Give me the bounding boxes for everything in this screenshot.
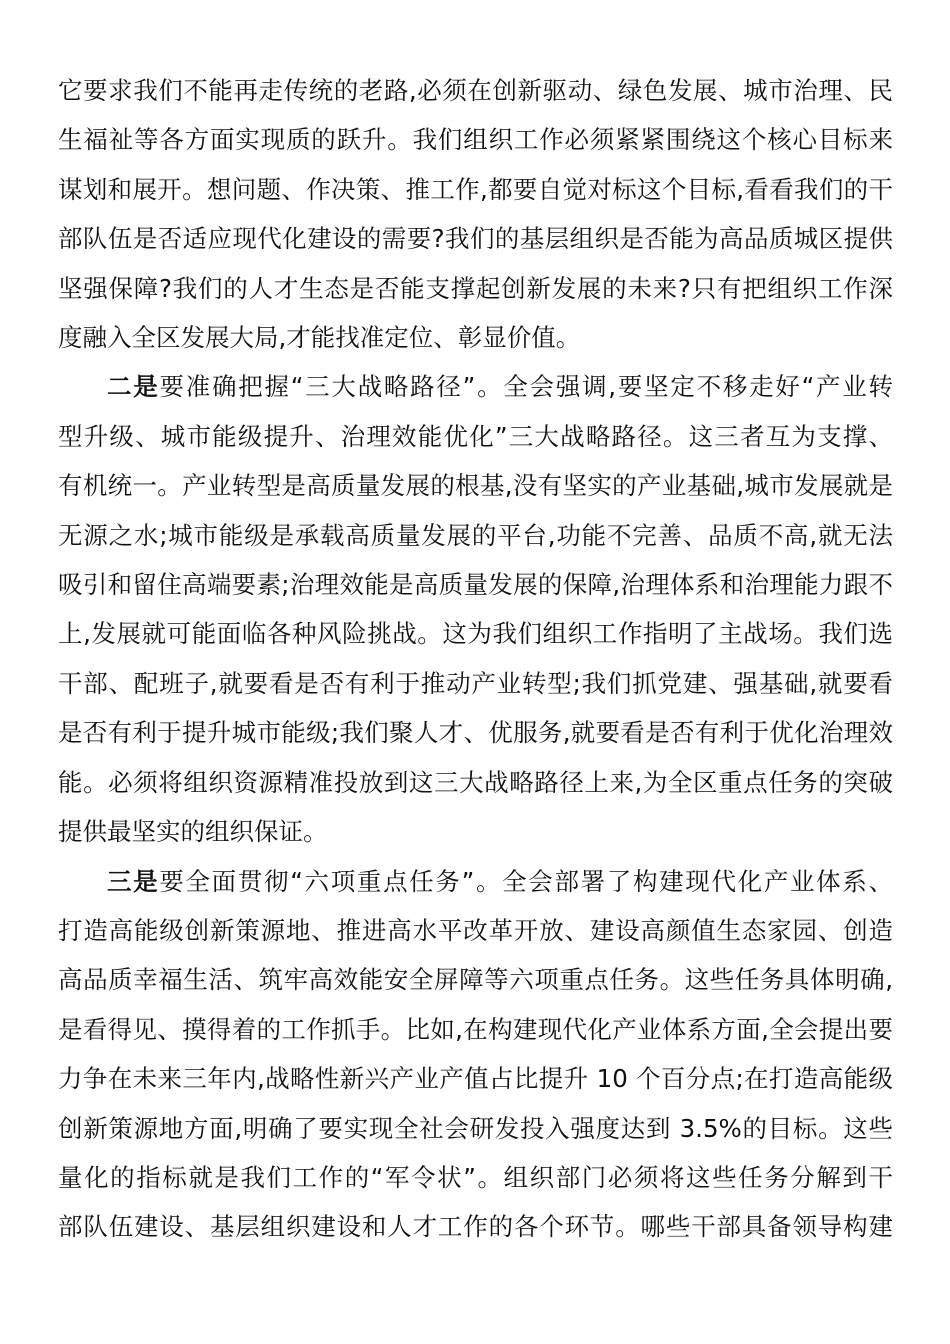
text-line: 它要求我们不能再走传统的老路,必须在创新驱动、绿色发展、城市治理、民 [58, 76, 893, 105]
paragraph-first-line [58, 857, 893, 906]
text-line: 生福祉等各方面实现质的跃升。我们组织工作必须紧紧围绕这个核心目标来 [58, 125, 893, 155]
paragraph-first-line [58, 362, 893, 411]
text-line: 部队伍是否适应现代化建设的需要?我们的基层组织是否能为高品质城区提供 [58, 224, 893, 254]
document-body [58, 66, 893, 1252]
paragraph-first-line-text: 要全面贯彻“六项重点任务”。全会部署了构建现代化产业体系、 [159, 866, 893, 896]
text-line: 谋划和展开。想问题、作决策、推工作,都要自觉对标这个目标,看看我们的干 [58, 174, 893, 204]
text-line: 能。必须将组织资源精准投放到这三大战略路径上来,为全区重点任务的突破 [58, 767, 893, 797]
text-line: 提供最坚实的组织保证。 [58, 817, 328, 847]
text-line: 部队伍建设、基层组织建设和人才工作的各个环节。哪些干部具备领导构建 [58, 1212, 893, 1242]
text-line: 有机统一。产业转型是高质量发展的根基,没有坚实的产业基础,城市发展就是 [58, 471, 893, 501]
text-line: 型升级、城市能级提升、治理效能优化”三大战略路径。这三者互为支撑、 [58, 421, 893, 451]
text-line: 是否有利于提升城市能级;我们聚人才、优服务,就要看是否有利于优化治理效 [58, 718, 893, 748]
paragraph-first-line-text: 要准确把握“三大战略路径”。全会强调,要坚定不移走好“产业转 [159, 372, 893, 402]
text-line: 高品质幸福生活、筑牢高效能安全屏障等六项重点任务。这些任务具体明确, [58, 965, 893, 995]
paragraph-1 [58, 66, 893, 362]
text-line: 力争在未来三年内,战略性新兴产业产值占比提升 10 个百分点;在打造高能级 [58, 1064, 893, 1094]
text-line: 是看得见、摸得着的工作抓手。比如,在构建现代化产业体系方面,全会提出要 [58, 1014, 893, 1044]
paragraph-2 [58, 362, 893, 856]
text-line: 吸引和留住高端要素;治理效能是高质量发展的保障,治理体系和治理能力跟不 [58, 570, 893, 600]
text-line: 打造高能级创新策源地、推进高水平改革开放、建设高颜值生态家园、创造 [58, 915, 893, 945]
paragraph-lead: 三是 [107, 866, 160, 896]
text-line: 无源之水;城市能级是承载高质量发展的平台,功能不完善、品质不高,就无法 [58, 520, 893, 550]
paragraph-3 [58, 857, 893, 1252]
paragraph-lead: 二是 [107, 372, 160, 402]
text-line: 量化的指标就是我们工作的“军令状”。组织部门必须将这些任务分解到干 [58, 1162, 893, 1192]
text-line: 度融入全区发展大局,才能找准定位、彰显价值。 [58, 323, 581, 353]
text-line: 上,发展就可能面临各种风险挑战。这为我们组织工作指明了主战场。我们选 [58, 619, 893, 649]
text-line: 创新策源地方面,明确了要实现全社会研发投入强度达到 3.5%的目标。这些 [58, 1113, 893, 1143]
text-line: 坚强保障?我们的人才生态是否能支撑起创新发展的未来?只有把组织工作深 [58, 273, 893, 303]
text-line: 干部、配班子,就要看是否有利于推动产业转型;我们抓党建、强基础,就要看 [58, 668, 893, 698]
